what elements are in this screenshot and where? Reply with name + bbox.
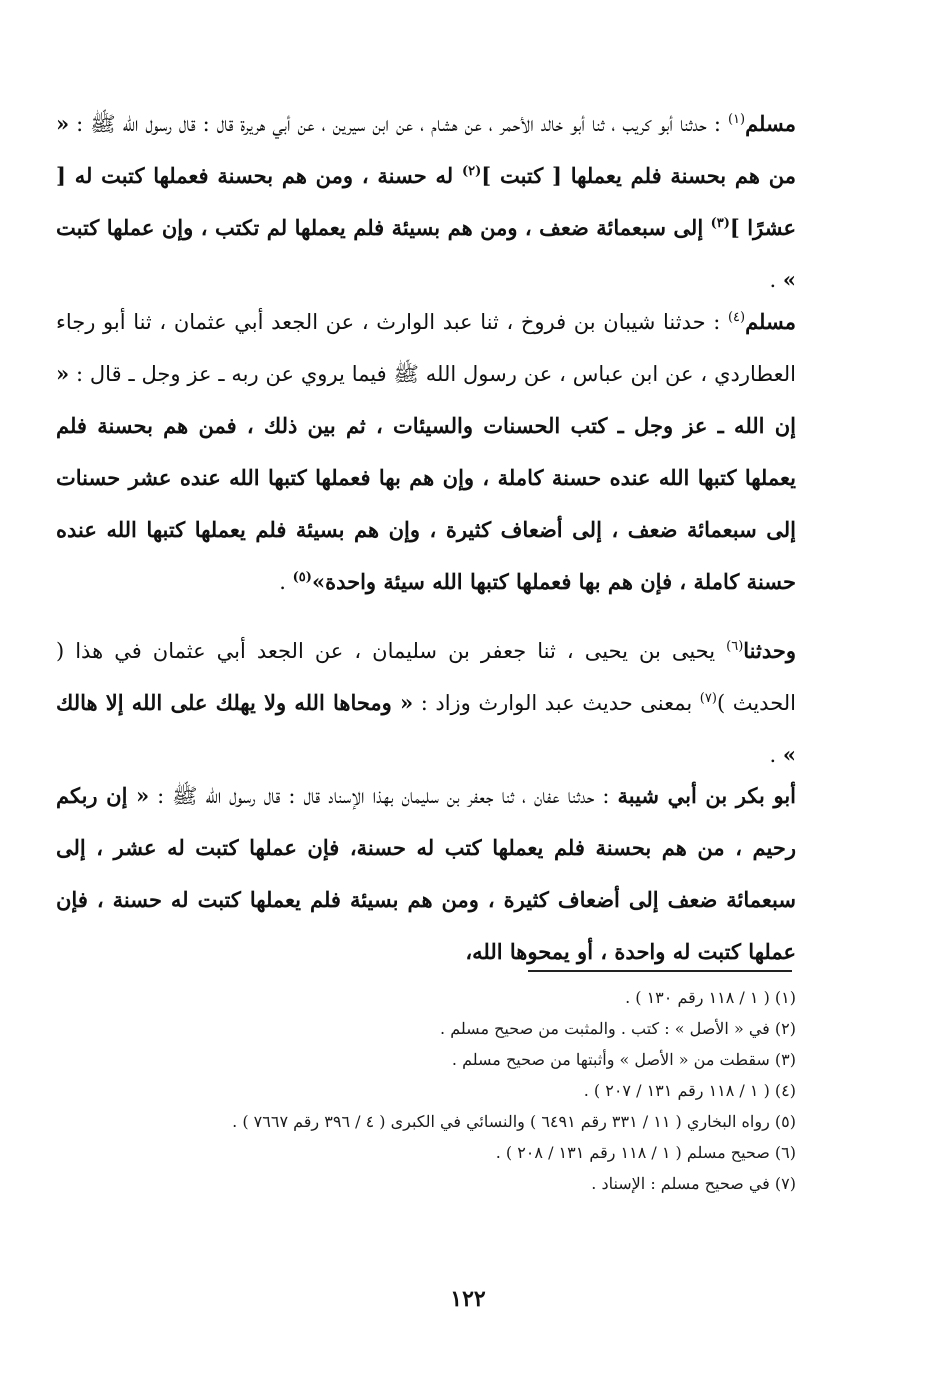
matn-text: له حسنة ، ومن هم بحسنة فعملها كتبت له [ عشرًا ] [56,163,796,240]
punctuation: . [769,743,783,767]
matn-text: إلى سبعمائة ضعف ، ومن هم بسيئة فلم يعملها لم تكتب ، وإن عملها كتبت » [56,215,796,292]
footnote-4: (٤) ( ١ / ١١٨ رقم ١٣١ / ٢٠٧ ) . [583,1081,796,1100]
footnote-ref: (٤) [727,310,746,325]
isnad-text: : حدثنا أبو كريب ، ثنا أبو خالد الأحمر ، عن هشام ، عن ابن سيرين ، عن أبي هريرة قال : قال رسول الله ﷺ : [69,112,728,136]
footnote-ref: (٣) [710,216,730,231]
hadith-paragraph-2 [56,296,796,608]
matn-text: « إن الله ـ عز وجل ـ كتب الحسنات والسيئات ، ثم بين ذلك ، فمن هم بحسنة فلم يعملها كتبها الله عنده حسنة كاملة ، وإن هم بها فعملها كتبها الله عنده عشر حسنات إلى سبعمائة ضعف ، إلى أضعاف كثيرة ، وإن هم بسيئة فلم يعملها كتبها الله عنده حسنة كاملة ، فإن هم بها فعملها كتبها الله سيئة واحدة» [56,361,796,594]
footnote-divider [528,970,792,972]
page-number: ١٢٢ [450,1286,486,1312]
punctuation: . [279,570,293,594]
footnote-5: (٥) رواه البخاري ( ١١ / ٣٣١ رقم ٦٤٩١ ) والنسائي في الكبرى ( ٤ / ٣٩٦ رقم ٧٦٦٧ ) . [232,1112,796,1131]
footnote-3: (٣) سقطت من « الأصل » وأثبتها من صحيح مسلم . [451,1050,796,1069]
hadith-paragraph-1 [56,98,796,306]
isnad-text: بمعنى حديث عبد الوارث وزاد : [413,691,700,715]
narrator-name: مسلم [745,309,796,334]
isnad-text: يحيى بن يحيى ، ثنا جعفر بن سليمان ، عن الجعد أبي عثمان في هذا ( الحديث ) [56,639,796,715]
footnote-1: (١) ( ١ / ١١٨ رقم ١٣٠ ) . [625,988,796,1007]
footnote-2: (٢) في « الأصل » : كتب . والمثبت من صحيح مسلم . [440,1019,796,1038]
footnote-ref: (٥) [292,570,312,585]
narrator-name: وحدثنا [743,638,796,663]
hadith-paragraph-4 [56,770,796,978]
footnote-7: (٧) في صحيح مسلم : الإسناد . [591,1174,796,1193]
isnad-text: : حدثنا شيبان بن فروخ ، ثنا عبد الوارث ، عن الجعد أبي عثمان ، ثنا أبو رجاء العطاردي ، عن ابن عباس ، عن رسول الله ﷺ فيما يروي عن ربه ـ عز وجل ـ قال : [56,310,796,386]
narrator-name: أبو بكر بن أبي شيبة [617,783,796,808]
footnote-ref: (١) [727,112,746,127]
footnote-6: (٦) صحيح مسلم ( ١ / ١١٨ رقم ١٣١ / ٢٠٨ ) . [495,1143,796,1162]
matn-text: « ومحاها الله ولا يهلك على الله إلا هالك » [56,690,796,767]
footnote-ref: (٦) [726,639,744,654]
narrator-name: مسلم [745,111,796,136]
matn-text: « من هم بحسنة فلم يعملها [ كتبت ] [56,111,796,188]
punctuation: . [769,268,783,292]
footnote-ref: (٧) [699,691,717,706]
hadith-paragraph-3 [56,625,796,781]
isnad-text: : حدثنا عفان ، ثنا جعفر بن سليمان بهذا الإسناد قال : قال رسول الله ﷺ : [149,784,618,808]
footnote-ref: (٢) [461,164,482,179]
matn-text: « إن ربكم رحيم ، من هم بحسنة فلم يعملها كتب له حسنة، فإن عملها كتبت له عشر ، إلى سبعمائة ضعف إلى أضعاف كثيرة ، ومن هم بسيئة فلم يعملها كتبت له حسنة ، فإن عملها كتبت له واحدة ، أو يمحوها الله، [56,783,796,964]
footnotes-section [56,982,796,1199]
